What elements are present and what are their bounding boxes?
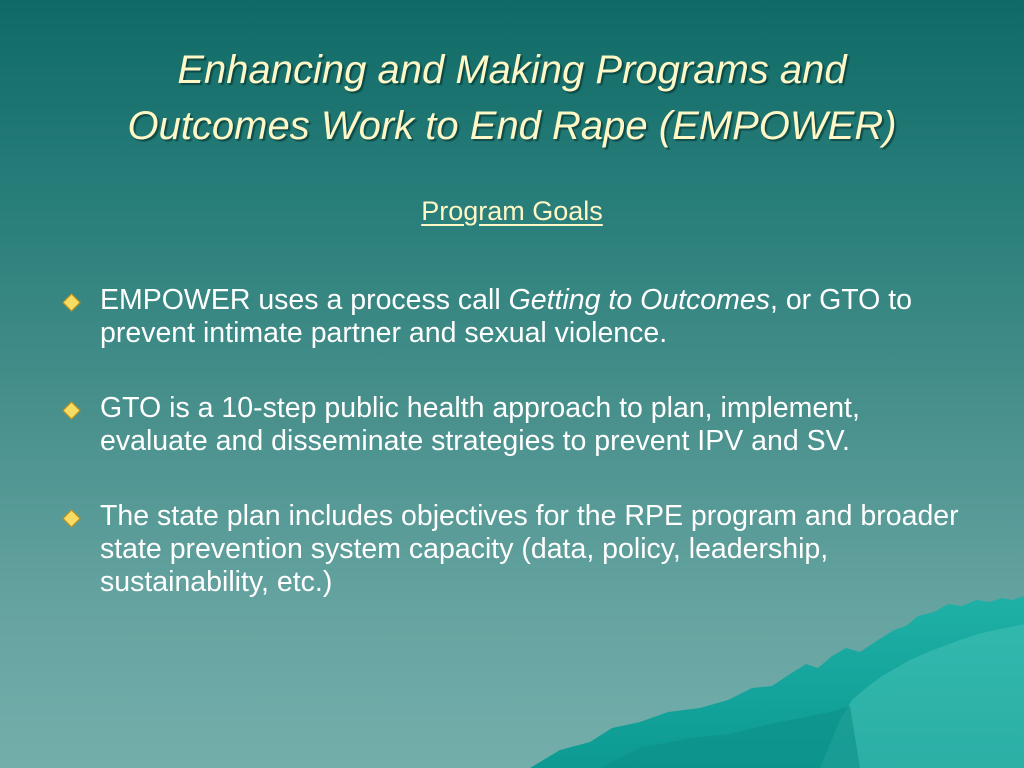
diamond-bullet-icon bbox=[62, 401, 80, 419]
bullet-text: The state plan includes objectives for the RPE program and broader state prevention system capacity (data, policy, leadership, sustainability, etc.) bbox=[100, 500, 959, 598]
slide-title bbox=[40, 42, 984, 154]
bullet-text: GTO is a 10-step public health approach to plan, implement, evaluate and disseminate strategies to prevent IPV and SV. bbox=[100, 392, 860, 457]
diamond-bullet-icon bbox=[62, 293, 80, 311]
bullet-text-part: , or GTO to prevent intimate partner and sexual violence. bbox=[100, 284, 913, 349]
slide-title-line-1: Enhancing and Making Programs and bbox=[177, 48, 847, 92]
section-heading: Program Goals bbox=[421, 196, 603, 226]
bullet-text-italic: Getting to Outcomes bbox=[508, 284, 770, 316]
slide-title-line-2: Outcomes Work to End Rape (EMPOWER) bbox=[127, 104, 897, 148]
bullet-item bbox=[62, 500, 972, 599]
bullet-item bbox=[62, 392, 972, 458]
bullet-list bbox=[62, 284, 972, 641]
bullet-text-part: EMPOWER uses a process call bbox=[100, 284, 509, 316]
bullet-item bbox=[62, 284, 972, 350]
diamond-bullet-icon bbox=[62, 509, 80, 527]
